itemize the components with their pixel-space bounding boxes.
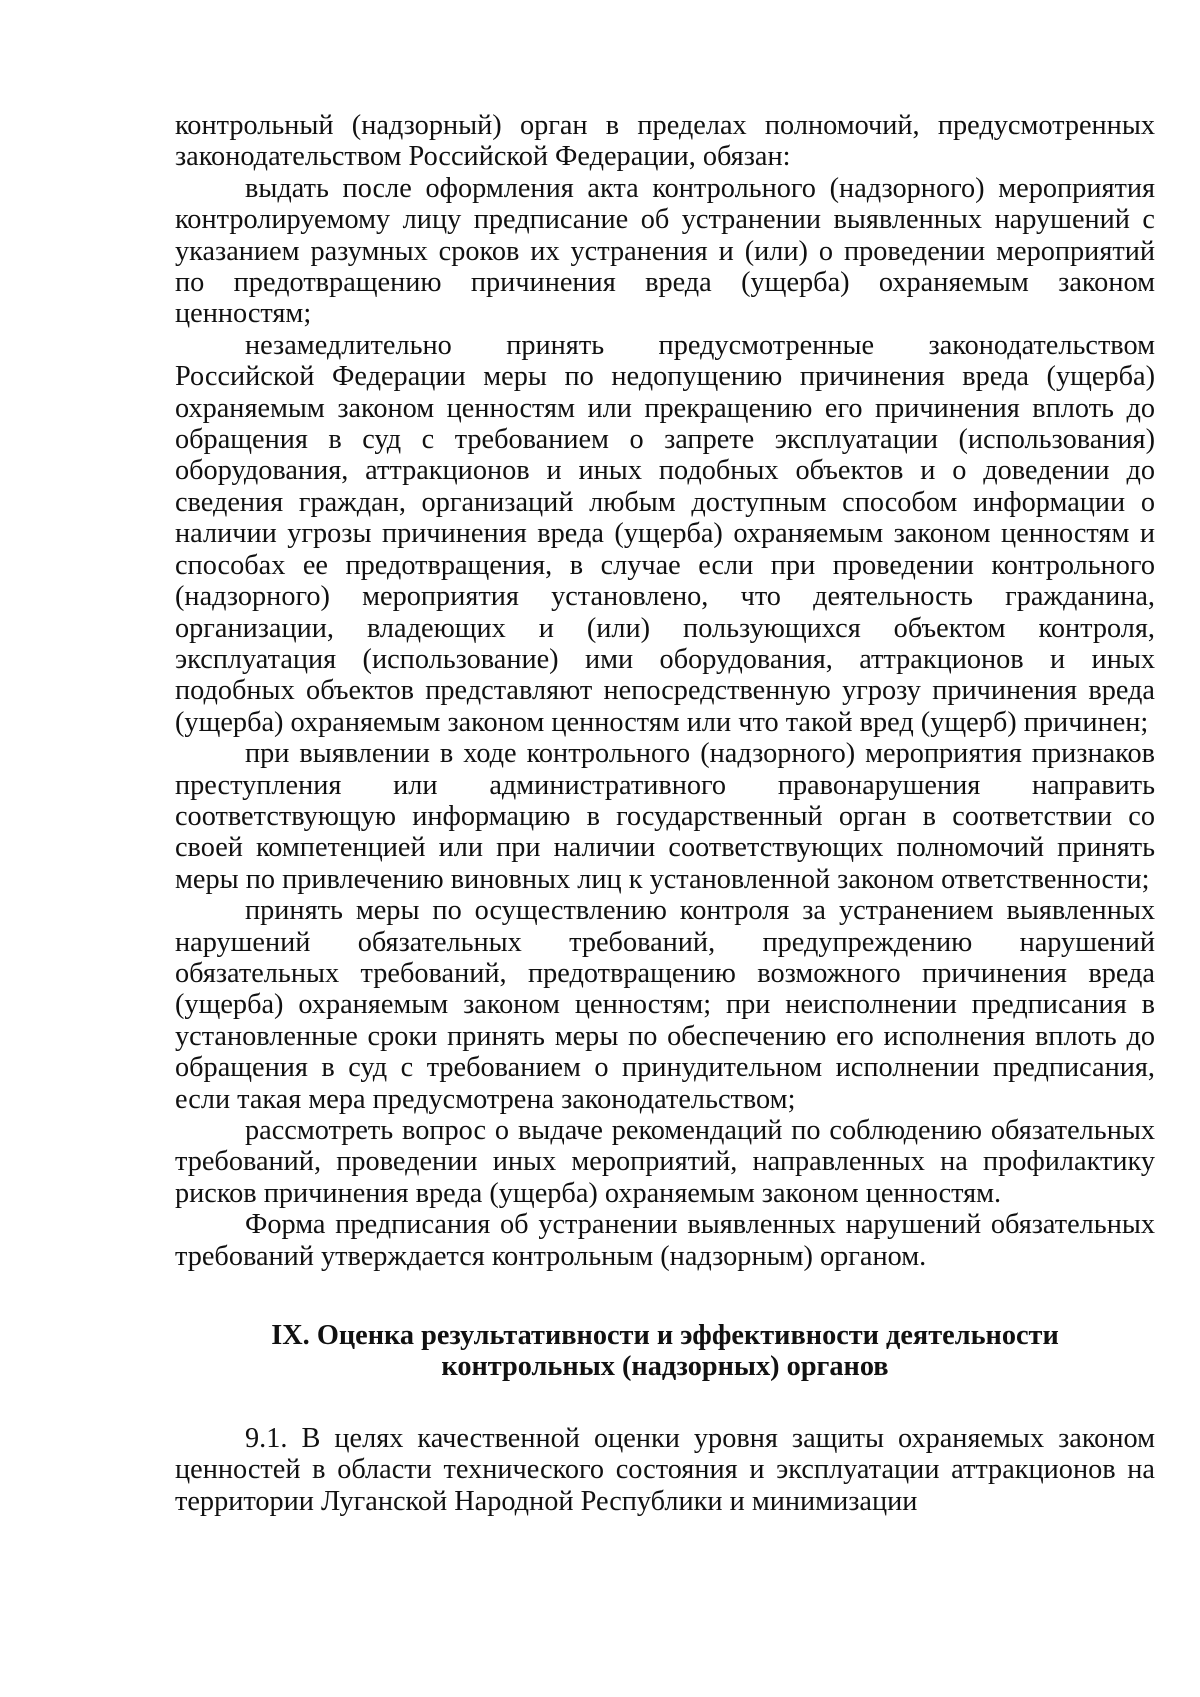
paragraph-issue-order: выдать после оформления акта контрольного (надзорного) мероприятия контролируемому лицу предписание об устранении выявленных нарушений с указанием разумных сроков их устранения и (или) о проведении мероприятий по предотвращению причинения вреда (ущерба) охраняемым законом ценностям; <box>175 172 1155 330</box>
paragraph-9-1: 9.1. В целях качественной оценки уровня защиты охраняемых законом ценностей в области технического состояния и эксплуатации аттракционов на территории Луганской Народной Республики и минимизации <box>175 1422 1155 1517</box>
document-page <box>175 110 1155 1517</box>
paragraph-order-form: Форма предписания об устранении выявленных нарушений обязательных требований утверждается контрольным (надзорным) органом. <box>175 1209 1155 1272</box>
paragraph-immediate-measures: незамедлительно принять предусмотренные законодательством Российской Федерации меры по недопущению причинения вреда (ущерба) охраняемым законом ценностям или прекращению его причинения вплоть до обращения в суд с требованием о запрете эксплуатации (использования) оборудования, аттракционов и иных подобных объектов и о доведении до сведения граждан, организаций любым доступным способом информации о наличии угрозы причинения вреда (ущерба) охраняемым законом ценностям и способах ее предотвращения, в случае если при проведении контрольного (надзорного) мероприятия установлено, что деятельность гражданина, организации, владеющих и (или) пользующихся объектом контроля, эксплуатация (использование) ими оборудования, аттракционов и иных подобных объектов представляют непосредственную угрозу причинения вреда (ущерба) охраняемым законом ценностям или что такой вред (ущерб) причинен; <box>175 329 1155 738</box>
section-heading <box>175 1320 1155 1383</box>
paragraph-crime-detection: при выявлении в ходе контрольного (надзорного) мероприятия признаков преступления или административного правонарушения направить соответствующую информацию в государственный орган в соответствии со своей компетенцией или при наличии соответствующих полномочий принять меры по привлечению виновных лиц к установленной законом ответственности; <box>175 738 1155 895</box>
paragraph-intro: контрольный (надзорный) орган в пределах полномочий, предусмотренных законодательством Российской Федерации, обязан: <box>175 110 1155 173</box>
paragraph-control-measures: принять меры по осуществлению контроля за устранением выявленных нарушений обязательных требований, предупреждению нарушений обязательных требований, предотвращению возможного причинения вреда (ущерба) охраняемым законом ценностям; при неисполнении предписания в установленные сроки принять меры по обеспечению его исполнения вплоть до обращения в суд с требованием о принудительном исполнении предписания, если такая мера предусмотрена законодательством; <box>175 895 1155 1115</box>
paragraph-recommendations: рассмотреть вопрос о выдаче рекомендаций по соблюдению обязательных требований, проведении иных мероприятий, направленных на профилактику рисков причинения вреда (ущерба) охраняемым законом ценностям. <box>175 1115 1155 1209</box>
section-heading-line-2: контрольных (надзорных) органов <box>441 1351 889 1383</box>
section-heading-line-1: IX. Оценка результативности и эффективности деятельности <box>271 1320 1059 1352</box>
